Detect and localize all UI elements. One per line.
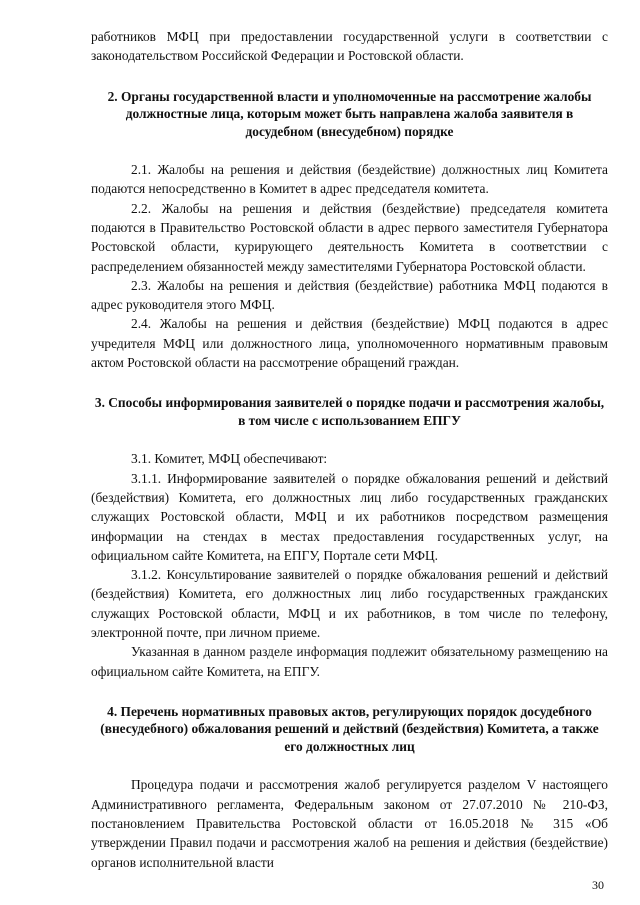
- paragraph-2-2: 2.2. Жалобы на решения и действия (бездействие) председателя комитета подаются в Правительство Ростовской области в адрес первого заместителя Губернатора Ростовской области, курирующего деятельность Комитета в соответствии с распределением обязанностей между заместителями Губернатора Ростовской области.: [91, 200, 608, 274]
- paragraph-3-note: Указанная в данном разделе информация подлежит обязательному размещению на официальном сайте Комитета, на ЕПГУ.: [91, 644, 608, 679]
- document-body: [91, 27, 608, 872]
- paragraph-3-1-2: 3.1.2. Консультирование заявителей о порядке обжалования решений и действий (бездействия) Комитета, его должностных лиц либо государственных гражданских служащих Ростовской области, МФЦ и их работников, в том числе по телефону, электронной почте, при личном приеме.: [91, 567, 608, 641]
- section-2-heading: 2. Органы государственной власти и уполномоченные на рассмотрение жалобы должностные лица, которым может быть направлена жалоба заявителя в досудебном (внесудебном) порядке: [107, 88, 592, 139]
- intro-paragraph: работников МФЦ при предоставлении государственной услуги в соответствии с законодательством Российской Федерации и Ростовской области.: [91, 29, 608, 64]
- section-3-heading: 3. Способы информирования заявителей о порядке подачи и рассмотрения жалобы, в том числе с использованием ЕПГУ: [94, 395, 605, 428]
- paragraph-4-1: Процедура подачи и рассмотрения жалоб регулируется разделом V настоящего Административного регламента, Федеральным законом от 27.07.2010 № 210-ФЗ, постановлением Правительства Ростовской области от 16.05.2018 № 315 «Об утверждении Правил подачи и рассмотрения жалоб на решения и действия (бездействие) органов исполнительной власти: [91, 777, 608, 870]
- page-number: 30: [592, 878, 604, 892]
- paragraph-2-4: 2.4. Жалобы на решения и действия (бездействие) МФЦ подаются в адрес учредителя МФЦ или должностного лица, уполномоченного нормативным правовым актом Ростовской области на рассмотрение обращений граждан.: [91, 316, 608, 371]
- section-4-heading: 4. Перечень нормативных правовых актов, регулирующих порядок досудебного (внесудебного) обжалования решений и действий (бездействия) Комитета, а также его должностных лиц: [100, 703, 599, 754]
- paragraph-3-1-1: 3.1.1. Информирование заявителей о порядке обжалования решений и действий (бездействия) Комитета, его должностных лиц либо государственных гражданских служащих Ростовской области, МФЦ и их работников посредством размещения информации на стендах в местах предоставления государственных услуг, на официальном сайте Комитета, на ЕПГУ, Портале сети МФЦ.: [91, 470, 608, 563]
- paragraph-3-1: 3.1. Комитет, МФЦ обеспечивают:: [131, 451, 328, 467]
- paragraph-2-3: 2.3. Жалобы на решения и действия (бездействие) работника МФЦ подаются в адрес руководителя этого МФЦ.: [91, 277, 608, 313]
- paragraph-2-1: 2.1. Жалобы на решения и действия (бездействие) должностных лиц Комитета подаются непосредственно в Комитет в адрес председателя комитета.: [91, 162, 608, 197]
